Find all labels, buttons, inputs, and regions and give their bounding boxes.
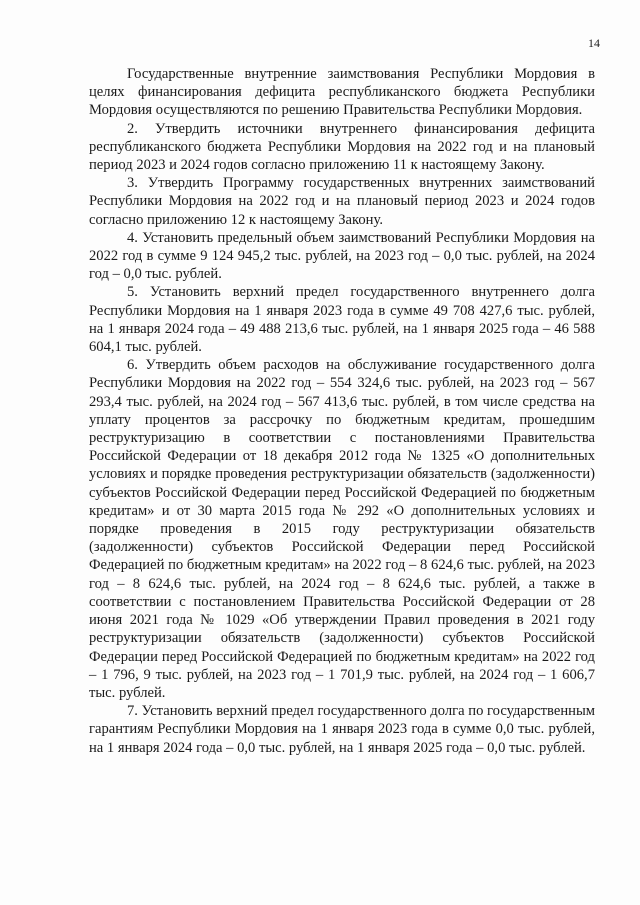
paragraph-item-4: 4. Установить предельный объем заимствований Республики Мордовия на 2022 год в сумме 9 124 945,2 тыс. рублей, на 2023 год – 0,0 тыс. рублей, на 2024 год – 0,0 тыс. рублей. (89, 229, 595, 283)
paragraph-item-2: 2. Утвердить источники внутреннего финансирования дефицита республиканского бюджета Республики Мордовия на 2022 год и на плановый период 2023 и 2024 годов согласно приложению 11 к настоящему Закону. (89, 120, 595, 174)
paragraph-item-5: 5. Установить верхний предел государственного внутреннего долга Республики Мордовия на 1 января 2023 года в сумме 49 708 427,6 тыс. рублей, на 1 января 2024 года – 49 488 213,6 тыс. рублей, на 1 января 2025 года – 46 588 604,1 тыс. рублей. (89, 284, 595, 356)
paragraph-item-7: 7. Установить верхний предел государственного долга по государственным гарантиям Республики Мордовия на 1 января 2023 года в сумме 0,0 тыс. рублей, на 1 января 2024 года – 0,0 тыс. рублей, на 1 января 2025 года – 0,0 тыс. рублей. (89, 703, 595, 756)
paragraph-item-6: 6. Утвердить объем расходов на обслуживание государственного долга Республики Мордовия на 2022 год – 554 324,6 тыс. рублей, на 2023 год – 567 293,4 тыс. рублей, на 2024 год – 567 413,6 тыс. рублей, в том числе средства на уплату процентов за рассрочку по бюджетным кредитам, прошедшим реструктуризацию в соответствии с постановлениями Правительства Российской Федерации от 18 декабря 2012 года № 1325 «О дополнительных условиях и порядке проведения реструктуризации обязательств (задолженности) субъектов Российской Федерации перед Российской Федерацией по бюджетным кредитам» и от 30 марта 2015 года № 292 «О дополнительных условиях и порядке проведения в 2015 году реструктуризации обязательств (задолженности) субъектов Российской Федерации перед Российской Федерацией по бюджетным кредитам» на 2022 год – 8 624,6 тыс. рублей, на 2023 год – 8 624,6 тыс. рублей, на 2024 год – 8 624,6 тыс. рублей, а также в соответствии с постановлением Правительства Российской Федерации от 28 июня 2021 года № 1029 «Об утверждении Правил проведения в 2021 году реструктуризации обязательств (задолженности) субъектов Российской Федерации перед Российской Федерацией по бюджетным кредитам» на 2022 год – 1 796, 9 тыс. рублей, на 2023 год – 1 701,9 тыс. рублей, на 2024 год – 1 606,7 тыс. рублей. (89, 357, 595, 701)
paragraph-item-3: 3. Утвердить Программу государственных внутренних заимствований Республики Мордовия на 2022 год и на плановый период 2023 и 2024 годов согласно приложению 12 к настоящему Закону. (89, 175, 595, 228)
paragraph-borrowings-intro: Государственные внутренние заимствования Республики Мордовия в целях финансирования дефицита республиканского бюджета Республики Мордовия осуществляются по решению Правительства Республики Мордовия. (89, 66, 595, 119)
page-number: 14 (588, 36, 600, 50)
document-body (89, 65, 595, 757)
